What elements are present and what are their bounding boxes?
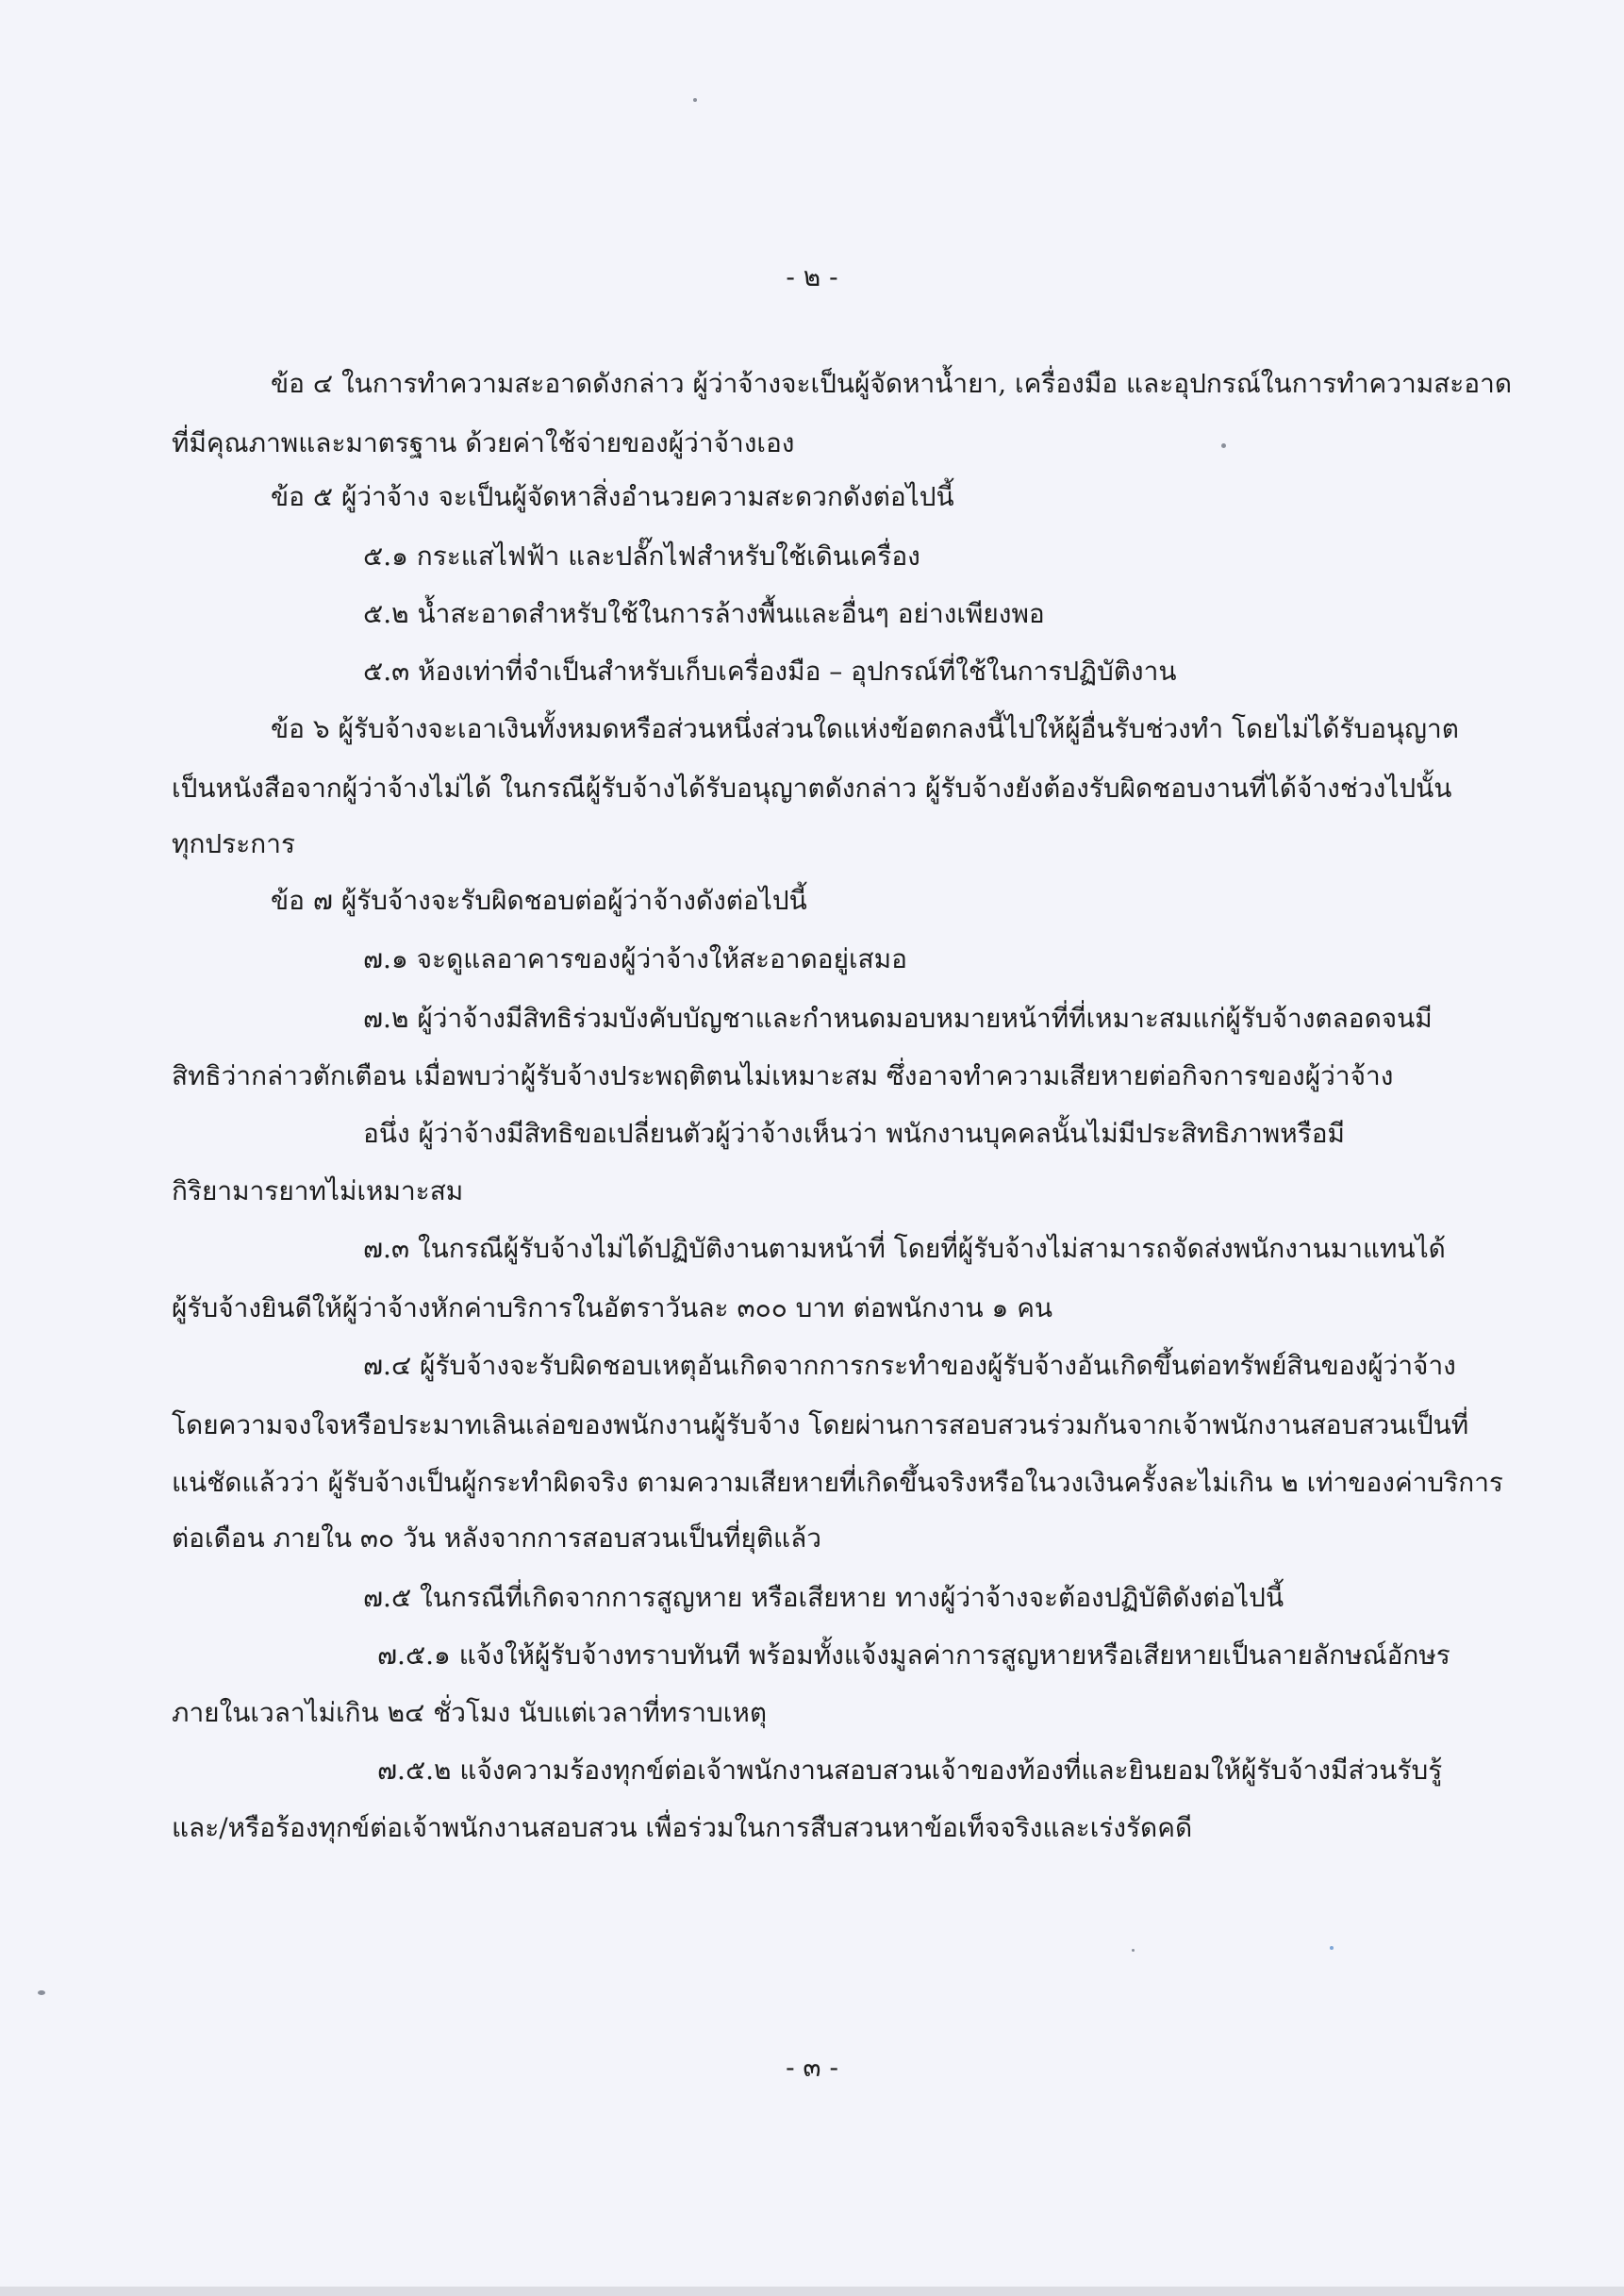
- page-number: - ๒ -: [786, 261, 838, 292]
- clause-4-line-1: ข้อ ๔ ในการทำความสะอาดดังกล่าว ผู้ว่าจ้างจะเป็นผู้จัดหาน้ำยา, เครื่องมือ และอุปกรณ์ในการทำความสะอาด: [271, 368, 1512, 399]
- scan-speck: [1221, 443, 1226, 448]
- clause-7-4-line-1: ๗.๔ ผู้รับจ้างจะรับผิดชอบเหตุอันเกิดจากการกระทำของผู้รับจ้างอันเกิดขึ้นต่อทรัพย์สินของผู้ว่าจ้าง: [363, 1350, 1456, 1381]
- clause-7-5-1-line-1: ๗.๕.๑ แจ้งให้ผู้รับจ้างทราบทันที พร้อมทั้งแจ้งมูลค่าการสูญหายหรือเสียหายเป็นลายลักษณ์อักษร: [377, 1639, 1450, 1671]
- clause-7-4-line-3: แน่ชัดแล้วว่า ผู้รับจ้างเป็นผู้กระทำผิดจริง ตามความเสียหายที่เกิดขึ้นจริงหรือในวงเงินครั้งละไม่เกิน ๒ เท่าของค่าบริการ: [172, 1467, 1503, 1498]
- next-page-number: - ๓ -: [786, 2052, 838, 2083]
- clause-4-line-2: ที่มีคุณภาพและมาตรฐาน ด้วยค่าใช้จ่ายของผู้ว่าจ้างเอง: [172, 427, 795, 458]
- clause-5-heading: ข้อ ๕ ผู้ว่าจ้าง จะเป็นผู้จัดหาสิ่งอำนวยความสะดวกดังต่อไปนี้: [271, 481, 954, 512]
- clause-7-3-line-2: ผู้รับจ้างยินดีให้ผู้ว่าจ้างหักค่าบริการในอัตราวันละ ๓๐๐ บาท ต่อพนักงาน ๑ คน: [172, 1292, 1053, 1323]
- clause-6-line-3: ทุกประการ: [172, 828, 295, 859]
- clause-7-heading: ข้อ ๗ ผู้รับจ้างจะรับผิดชอบต่อผู้ว่าจ้างดังต่อไปนี้: [271, 885, 807, 916]
- clause-5-3: ๕.๓ ห้องเท่าที่จำเป็นสำหรับเก็บเครื่องมือ – อุปกรณ์ที่ใช้ในการปฏิบัติงาน: [363, 656, 1177, 687]
- clause-7-4-line-4: ต่อเดือน ภายใน ๓๐ วัน หลังจากการสอบสวนเป็นที่ยุติแล้ว: [172, 1522, 821, 1554]
- clause-7-1: ๗.๑ จะดูแลอาคารของผู้ว่าจ้างให้สะอาดอยู่เสมอ: [363, 943, 907, 974]
- clause-7-2-line-3: อนึ่ง ผู้ว่าจ้างมีสิทธิขอเปลี่ยนตัวผู้ว่าจ้างเห็นว่า พนักงานบุคคลนั้นไม่มีประสิทธิภาพหรือมี: [363, 1118, 1346, 1149]
- clause-7-2-line-4: กิริยามารยาทไม่เหมาะสม: [172, 1175, 464, 1206]
- scan-bottom-edge: [0, 2287, 1624, 2296]
- clause-5-1: ๕.๑ กระแสไฟฟ้า และปลั๊กไฟสำหรับใช้เดินเครื่อง: [363, 541, 920, 572]
- scan-speck: [1330, 1946, 1334, 1950]
- clause-6-line-2: เป็นหนังสือจากผู้ว่าจ้างไม่ได้ ในกรณีผู้รับจ้างได้รับอนุญาตดังกล่าว ผู้รับจ้างยังต้องรับผิดชอบงานที่ได้จ้างช่วงไปนั้น: [172, 773, 1452, 804]
- clause-7-5-2-line-2: และ/หรือร้องทุกข์ต่อเจ้าพนักงานสอบสวน เพื่อร่วมในการสืบสวนหาข้อเท็จจริงและเร่งรัดคดี: [172, 1812, 1193, 1843]
- clause-5-2: ๕.๒ น้ำสะอาดสำหรับใช้ในการล้างพื้นและอื่นๆ อย่างเพียงพอ: [363, 598, 1045, 629]
- clause-7-3-line-1: ๗.๓ ในกรณีผู้รับจ้างไม่ได้ปฏิบัติงานตามหน้าที่ โดยที่ผู้รับจ้างไม่สามารถจัดส่งพนักงานมาแทนได้: [363, 1233, 1446, 1264]
- clause-7-5-2-line-1: ๗.๕.๒ แจ้งความร้องทุกข์ต่อเจ้าพนักงานสอบสวนเจ้าของท้องที่และยินยอมให้ผู้รับจ้างมีส่วนรับรู้: [377, 1755, 1443, 1786]
- scan-speck: [693, 98, 697, 102]
- clause-7-2-line-1: ๗.๒ ผู้ว่าจ้างมีสิทธิร่วมบังคับบัญชาและกำหนดมอบหมายหน้าที่ที่เหมาะสมแก่ผู้รับจ้างตลอดจนมี: [363, 1003, 1433, 1034]
- scan-speck: [1132, 1949, 1135, 1952]
- clause-7-5: ๗.๕ ในกรณีที่เกิดจากการสูญหาย หรือเสียหาย ทางผู้ว่าจ้างจะต้องปฏิบัติดังต่อไปนี้: [363, 1582, 1284, 1613]
- clause-6-line-1: ข้อ ๖ ผู้รับจ้างจะเอาเงินทั้งหมดหรือส่วนหนึ่งส่วนใดแห่งข้อตกลงนี้ไปให้ผู้อื่นรับช่วงทำ โดยไม่ได้รับอนุญาต: [271, 713, 1459, 744]
- clause-7-4-line-2: โดยความจงใจหรือประมาทเลินเล่อของพนักงานผู้รับจ้าง โดยผ่านการสอบสวนร่วมกันจากเจ้าพนักงานสอบสวนเป็นที่: [172, 1409, 1469, 1440]
- clause-7-2-line-2: สิทธิว่ากล่าวตักเตือน เมื่อพบว่าผู้รับจ้างประพฤติตนไม่เหมาะสม ซึ่งอาจทำความเสียหายต่อกิจการของผู้ว่าจ้าง: [172, 1060, 1394, 1091]
- clause-7-5-1-line-2: ภายในเวลาไม่เกิน ๒๔ ชั่วโมง นับแต่เวลาที่ทราบเหตุ: [172, 1697, 767, 1728]
- scan-speck: [38, 1990, 45, 1995]
